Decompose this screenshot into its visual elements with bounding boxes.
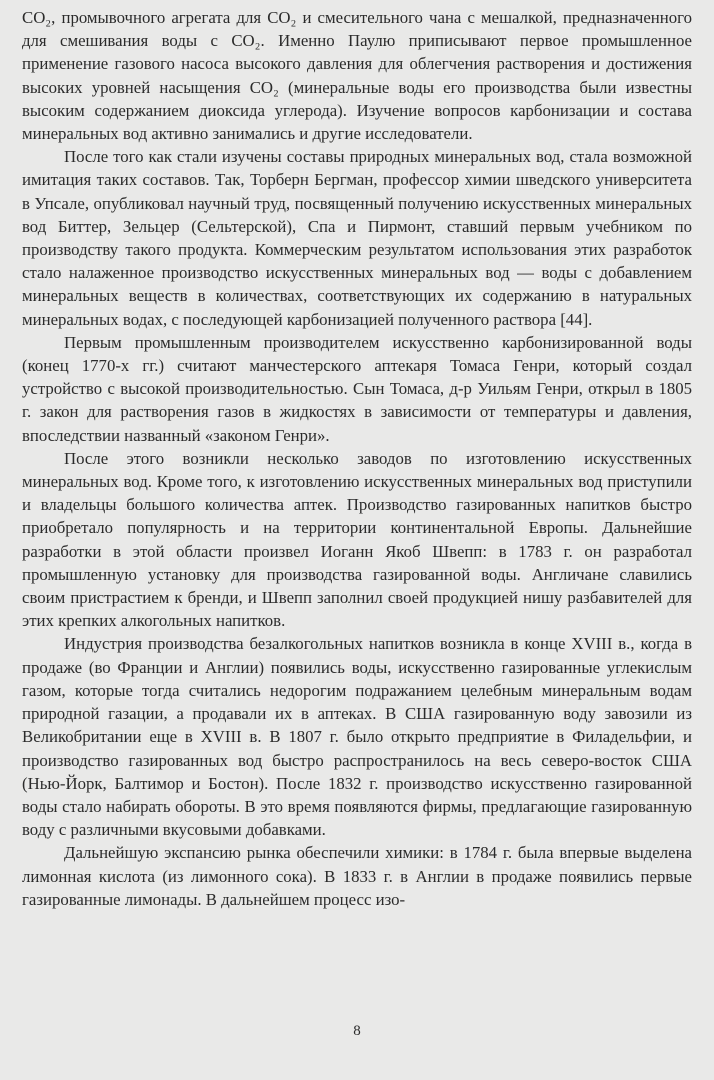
paragraph-1: CO₂, промывочного агрегата для CO₂ и смесительного чана с мешалкой, предназначенного для смешивания воды с CO₂. Именно Паулю приписывают первое промышленное применение газового насоса высокого давления для облегчения растворения и достижения высоких уровней насыщения CO₂ (минеральные воды его производства были известны высоким содержанием диоксида углерода). Изучение вопросов карбонизации и состава минеральных вод активно занимались и другие исследователи. bbox=[22, 8, 692, 144]
paragraph-2: После того как стали изучены составы природных минеральных вод, стала возможной имитация таких составов. Так, Торберн Бергман, профессор химии шведского университета в Упсале, опубликовал научный труд, посвященный получению искусственных минеральных вод Биттер, Зельцер (Сельтерской), Спа и Пирмонт, ставший первым учебником по производству такого продукта. Коммерческим результатом использования этих разработок стало налаженное производство искусственных минеральных вод — воды с добавлением минеральных веществ в количествах, соответствующих их содержанию в натуральных минеральных водах, с последующей карбонизацией полученного раствора [44]. bbox=[22, 147, 692, 329]
paragraph-6: Дальнейшую экспансию рынка обеспечили химики: в 1784 г. была впервые выделена лимонная кислота (из лимонного сока). В 1833 г. в Англии в продаже появились первые газированные лимонады. В дальнейшем процесс изо- bbox=[22, 843, 692, 909]
paragraph-3: Первым промышленным производителем искусственно карбонизированной воды (конец 1770-х гг.) считают манчестерского аптекаря Томаса Генри, который создал устройство с высокой производительностью. Сын Томаса, д-р Уильям Генри, открыл в 1805 г. закон для растворения газов в жидкостях в зависимости от температуры и давления, впоследствии названный «законом Генри». bbox=[22, 332, 692, 445]
paragraph-5: Индустрия производства безалкогольных напитков возникла в конце XVIII в., когда в продаже (во Франции и Англии) появились воды, искусственно газированные углекислым газом, которые тогда считались недорогим подражанием целебным минеральным водам природной газации, а продавали их в аптеках. В США газированную воду завозили из Великобритании еще в XVIII в. В 1807 г. было открыто предприятие в Филадельфии, и производство газированных вод быстро распространилось на весь северо-восток США (Нью-Йорк, Балтимор и Бостон). После 1832 г. производство искусственно газированной воды стало набирать обороты. В это время появляются фирмы, предлагающие газированную воду с различными вкусовыми добавками. bbox=[22, 634, 692, 840]
page-number: 8 bbox=[353, 1023, 361, 1039]
paragraph-4: После этого возникли несколько заводов по изготовлению искусственных минеральных вод. Кроме того, к изготовлению искусственных минеральных вод приступили и владельцы большого количества аптек. Производство газированных напитков быстро приобретало популярность и на территории континентальной Европы. Дальнейшие разработки в этой области произвел Иоганн Якоб Швепп: в 1783 г. он разработал промышленную установку для производства газированной воды. Англичане славились своим пристрастием к бренди, и Швепп заполнил своей продукцией нишу разбавителей для этих крепких алкогольных напитков. bbox=[22, 448, 692, 631]
